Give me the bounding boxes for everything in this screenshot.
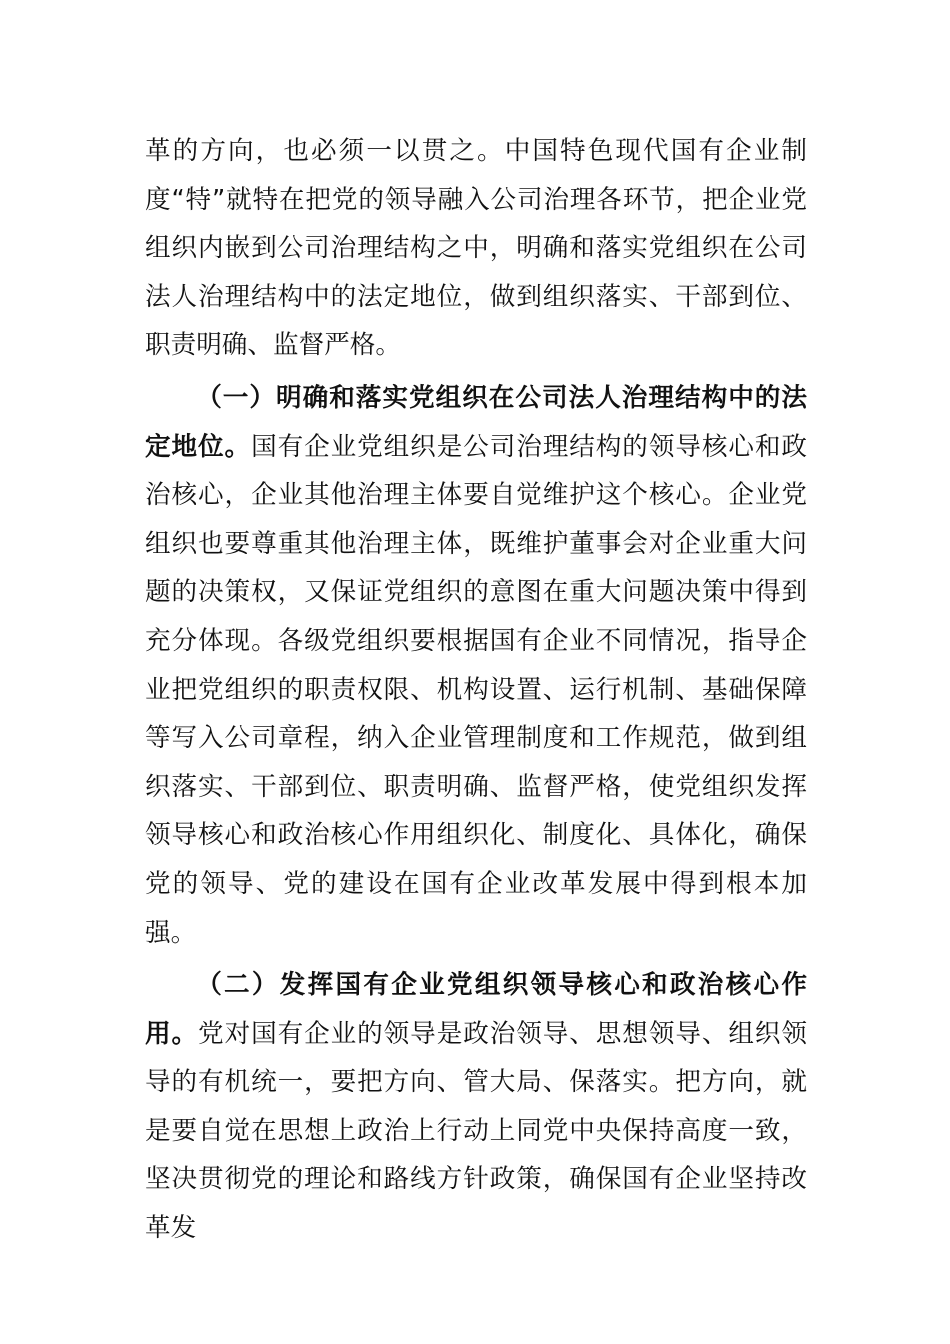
paragraph-section-1 <box>145 374 807 957</box>
paragraph-continuation <box>145 127 807 370</box>
section-heading-1: （一）明确和落实党组织在公司法人治理结构中的法定地位。 <box>145 382 807 462</box>
paragraph-text: 国有企业党组织是公司治理结构的领导核心和政治核心，企业其他治理主体要自觉维护这个核心。企业党组织也要尊重其他治理主体，既维护董事会对企业重大问题的决策权，又保证党组织的意图在重大问题决策中得到充分体现。各级党组织要根据国有企业不同情况，指导企业把党组织的职责权限、机构设置、运行机制、基础保障等写入公司章程，纳入企业管理制度和工作规范，做到组织落实、干部到位、职责明确、监督严格，使党组织发挥领导核心和政治核心作用组织化、制度化、具体化，确保党的领导、党的建设在国有企业改革发展中得到根本加强。 <box>145 431 807 948</box>
paragraph-section-2 <box>145 961 807 1253</box>
paragraph-text: 革的方向，也必须一以贯之。中国特色现代国有企业制度“特”就特在把党的领导融入公司治理各环节，把企业党组织内嵌到公司治理结构之中，明确和落实党组织在公司法人治理结构中的法定地位，做到组织落实、干部到位、职责明确、监督严格。 <box>145 136 807 361</box>
paragraph-text: 党对国有企业的领导是政治领导、思想领导、组织领导的有机统一，要把方向、管大局、保落实。把方向，就是要自觉在思想上政治上行动上同党中央保持高度一致，坚决贯彻党的理论和路线方针政策，确保国有企业坚持改革发 <box>145 1018 807 1244</box>
document-body <box>145 127 807 1253</box>
section-heading-2: （二）发挥国有企业党组织领导核心和政治核心作用。 <box>145 970 807 1049</box>
